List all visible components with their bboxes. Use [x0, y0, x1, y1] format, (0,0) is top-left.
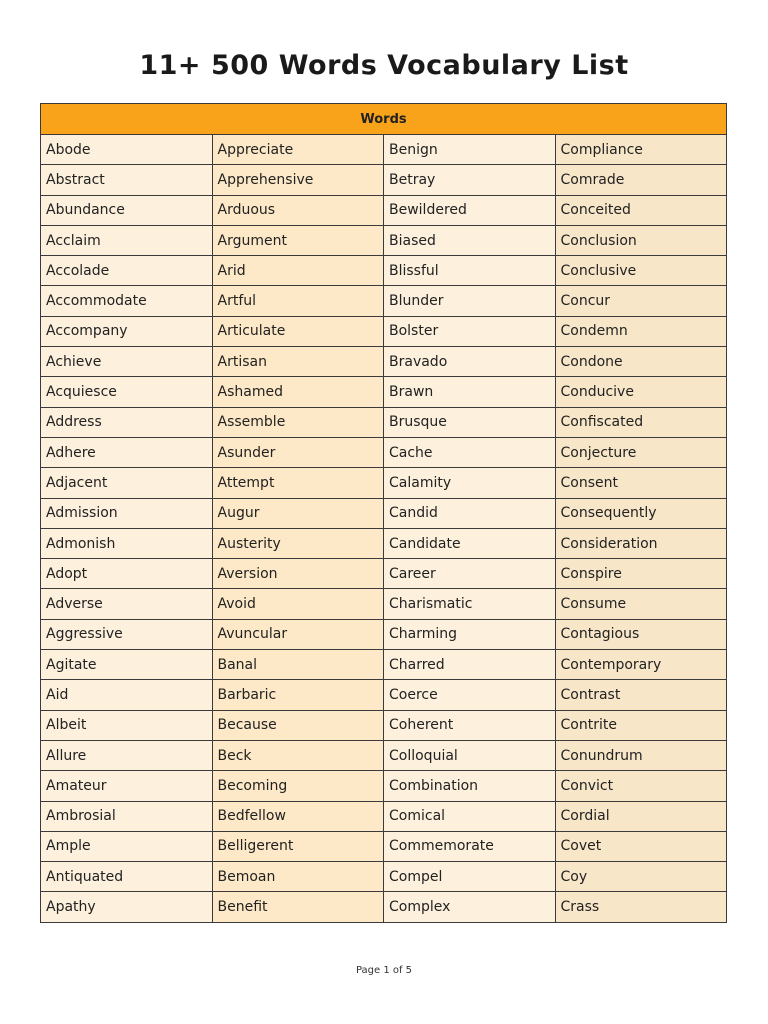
table-row: [41, 831, 727, 861]
word-cell: Charming: [384, 619, 556, 649]
word-cell: Apprehensive: [212, 165, 384, 195]
word-cell: Consequently: [555, 498, 727, 528]
word-cell: Acclaim: [41, 225, 213, 255]
word-cell: Bewildered: [384, 195, 556, 225]
word-cell: Bolster: [384, 316, 556, 346]
table-row: [41, 710, 727, 740]
table-row: [41, 589, 727, 619]
word-cell: Cordial: [555, 801, 727, 831]
word-cell: Acquiesce: [41, 377, 213, 407]
word-cell: Conundrum: [555, 740, 727, 770]
word-cell: Accolade: [41, 256, 213, 286]
word-cell: Compliance: [555, 135, 727, 165]
table-row: [41, 195, 727, 225]
word-cell: Adhere: [41, 437, 213, 467]
word-cell: Biased: [384, 225, 556, 255]
table-row: [41, 498, 727, 528]
word-cell: Commemorate: [384, 831, 556, 861]
word-cell: Artful: [212, 286, 384, 316]
table-row: [41, 862, 727, 892]
word-cell: Aggressive: [41, 619, 213, 649]
word-cell: Brawn: [384, 377, 556, 407]
word-cell: Artisan: [212, 347, 384, 377]
word-cell: Becoming: [212, 771, 384, 801]
word-cell: Accommodate: [41, 286, 213, 316]
word-cell: Calamity: [384, 468, 556, 498]
table-row: [41, 316, 727, 346]
table-row: [41, 347, 727, 377]
word-cell: Conjecture: [555, 437, 727, 467]
word-cell: Charred: [384, 650, 556, 680]
table-row: [41, 225, 727, 255]
word-cell: Contrite: [555, 710, 727, 740]
page-number: Page 1 of 5: [355, 965, 413, 976]
table-row: [41, 377, 727, 407]
word-cell: Benign: [384, 135, 556, 165]
word-cell: Blunder: [384, 286, 556, 316]
word-cell: Avuncular: [212, 619, 384, 649]
table-row: [41, 559, 727, 589]
word-cell: Compel: [384, 862, 556, 892]
word-cell: Argument: [212, 225, 384, 255]
table-header-row: [41, 104, 727, 135]
word-cell: Beck: [212, 740, 384, 770]
word-cell: Albeit: [41, 710, 213, 740]
word-cell: Abode: [41, 135, 213, 165]
word-cell: Adverse: [41, 589, 213, 619]
word-cell: Consume: [555, 589, 727, 619]
word-cell: Belligerent: [212, 831, 384, 861]
word-cell: Coerce: [384, 680, 556, 710]
table-row: [41, 892, 727, 922]
word-cell: Convict: [555, 771, 727, 801]
table-row: [41, 165, 727, 195]
word-cell: Achieve: [41, 347, 213, 377]
word-cell: Address: [41, 407, 213, 437]
word-cell: Contemporary: [555, 650, 727, 680]
word-cell: Conducive: [555, 377, 727, 407]
word-cell: Confiscated: [555, 407, 727, 437]
word-cell: Crass: [555, 892, 727, 922]
word-cell: Avoid: [212, 589, 384, 619]
word-cell: Abundance: [41, 195, 213, 225]
word-cell: Betray: [384, 165, 556, 195]
table-row: [41, 135, 727, 165]
word-cell: Candidate: [384, 528, 556, 558]
word-cell: Aid: [41, 680, 213, 710]
word-cell: Consideration: [555, 528, 727, 558]
table-row: [41, 771, 727, 801]
word-cell: Assemble: [212, 407, 384, 437]
word-cell: Asunder: [212, 437, 384, 467]
word-cell: Consent: [555, 468, 727, 498]
word-cell: Articulate: [212, 316, 384, 346]
table-header-words: Words: [41, 104, 727, 135]
word-cell: Adjacent: [41, 468, 213, 498]
word-cell: Bravado: [384, 347, 556, 377]
table-row: [41, 437, 727, 467]
word-cell: Arid: [212, 256, 384, 286]
word-cell: Appreciate: [212, 135, 384, 165]
word-cell: Attempt: [212, 468, 384, 498]
word-cell: Brusque: [384, 407, 556, 437]
table-row: [41, 468, 727, 498]
word-cell: Austerity: [212, 528, 384, 558]
word-cell: Arduous: [212, 195, 384, 225]
table-row: [41, 619, 727, 649]
word-cell: Contrast: [555, 680, 727, 710]
word-cell: Complex: [384, 892, 556, 922]
word-cell: Conspire: [555, 559, 727, 589]
word-cell: Comical: [384, 801, 556, 831]
word-cell: Amateur: [41, 771, 213, 801]
word-cell: Ashamed: [212, 377, 384, 407]
table-row: [41, 740, 727, 770]
word-cell: Coherent: [384, 710, 556, 740]
word-cell: Combination: [384, 771, 556, 801]
word-cell: Conclusive: [555, 256, 727, 286]
word-cell: Banal: [212, 650, 384, 680]
word-cell: Allure: [41, 740, 213, 770]
word-cell: Apathy: [41, 892, 213, 922]
word-cell: Augur: [212, 498, 384, 528]
word-cell: Admonish: [41, 528, 213, 558]
word-cell: Candid: [384, 498, 556, 528]
word-cell: Barbaric: [212, 680, 384, 710]
word-cell: Condemn: [555, 316, 727, 346]
word-cell: Coy: [555, 862, 727, 892]
word-cell: Charismatic: [384, 589, 556, 619]
word-cell: Blissful: [384, 256, 556, 286]
word-cell: Ample: [41, 831, 213, 861]
word-cell: Concur: [555, 286, 727, 316]
word-cell: Conclusion: [555, 225, 727, 255]
word-cell: Ambrosial: [41, 801, 213, 831]
vocabulary-table: [40, 103, 727, 923]
word-cell: Accompany: [41, 316, 213, 346]
word-cell: Agitate: [41, 650, 213, 680]
page-title: 11+ 500 Words Vocabulary List: [139, 50, 629, 81]
word-cell: Bedfellow: [212, 801, 384, 831]
word-cell: Abstract: [41, 165, 213, 195]
word-cell: Cache: [384, 437, 556, 467]
word-cell: Bemoan: [212, 862, 384, 892]
table-row: [41, 286, 727, 316]
word-cell: Aversion: [212, 559, 384, 589]
word-cell: Antiquated: [41, 862, 213, 892]
table-row: [41, 650, 727, 680]
table-row: [41, 680, 727, 710]
table-row: [41, 256, 727, 286]
word-cell: Comrade: [555, 165, 727, 195]
word-cell: Covet: [555, 831, 727, 861]
table-row: [41, 407, 727, 437]
word-cell: Colloquial: [384, 740, 556, 770]
word-cell: Benefit: [212, 892, 384, 922]
word-cell: Conceited: [555, 195, 727, 225]
word-cell: Contagious: [555, 619, 727, 649]
word-cell: Adopt: [41, 559, 213, 589]
word-cell: Career: [384, 559, 556, 589]
table-row: [41, 801, 727, 831]
word-cell: Because: [212, 710, 384, 740]
table-body: [41, 135, 727, 923]
word-cell: Admission: [41, 498, 213, 528]
word-cell: Condone: [555, 347, 727, 377]
table-row: [41, 528, 727, 558]
